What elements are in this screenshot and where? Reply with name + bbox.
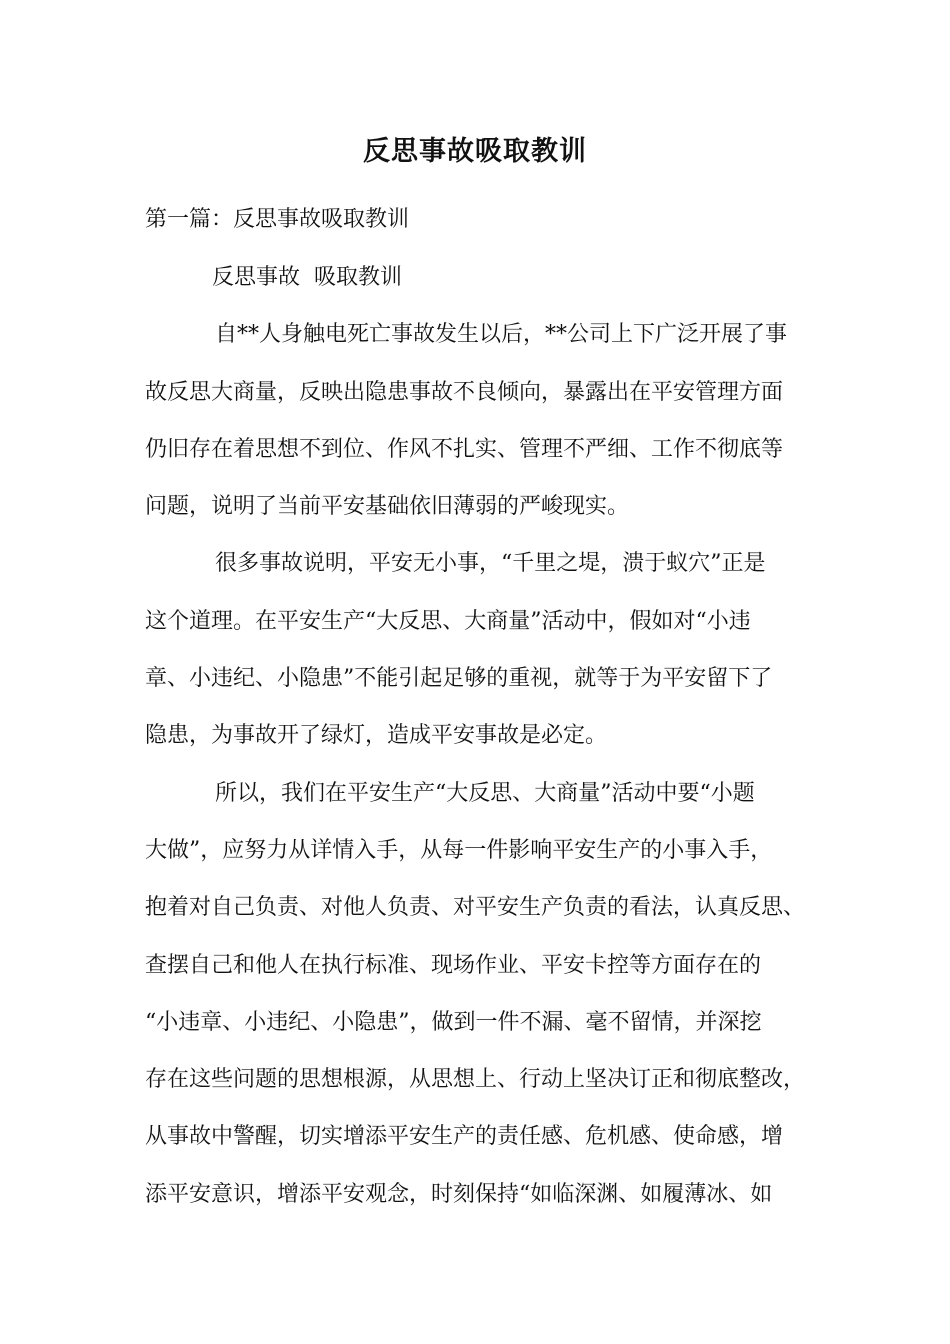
chapter-heading: 第一篇：反思事故吸取教训: [145, 207, 410, 232]
document-title: 反思事故吸取教训: [363, 136, 587, 167]
paragraph-line: 自**人身触电死亡事故发生以后，**公司上下广泛开展了事: [215, 322, 788, 347]
paragraph-line: 很多事故说明，平安无小事，“千里之堤，溃于蚁穴”正是: [215, 551, 766, 576]
paragraph-line: 这个道理。在平安生产“大反思、大商量”活动中，假如对“小违: [145, 609, 751, 634]
paragraph-line: 故反思大商量，反映出隐患事故不良倾向，暴露出在平安管理方面: [145, 380, 784, 405]
paragraph-line: “小违章、小违纪、小隐患”，做到一件不漏、毫不留情，并深挖: [145, 1010, 762, 1035]
paragraph-line: 大做”，应努力从详情入手，从每一件影响平安生产的小事入手，: [145, 838, 773, 863]
paragraph-line: 仍旧存在着思想不到位、作风不扎实、管理不严细、工作不彻底等: [145, 437, 784, 462]
paragraph-line: 所以，我们在平安生产“大反思、大商量”活动中要“小题: [215, 781, 755, 806]
paragraph-line: 隐患，为事故开了绿灯，造成平安事故是必定。: [145, 723, 608, 748]
section-subtitle: 反思事故 吸取教训: [212, 265, 402, 290]
paragraph-line: 添平安意识，增添平安观念，时刻保持“如临深渊、如履薄冰、如: [145, 1182, 773, 1207]
paragraph-line: 抱着对自己负责、对他人负责、对平安生产负责的看法，认真反思、: [145, 895, 806, 920]
paragraph-line: 章、小违纪、小隐患”不能引起足够的重视，就等于为平安留下了: [145, 666, 773, 691]
paragraph-line: 从事故中警醒，切实增添平安生产的责任感、危机感、使命感，增: [145, 1124, 784, 1149]
paragraph-line: 问题，说明了当前平安基础依旧薄弱的严峻现实。: [145, 494, 630, 519]
paragraph-line: 存在这些问题的思想根源，从思想上、行动上坚决订正和彻底整改，: [145, 1067, 806, 1092]
paragraph-line: 查摆自己和他人在执行标准、现场作业、平安卡控等方面存在的: [145, 953, 762, 978]
